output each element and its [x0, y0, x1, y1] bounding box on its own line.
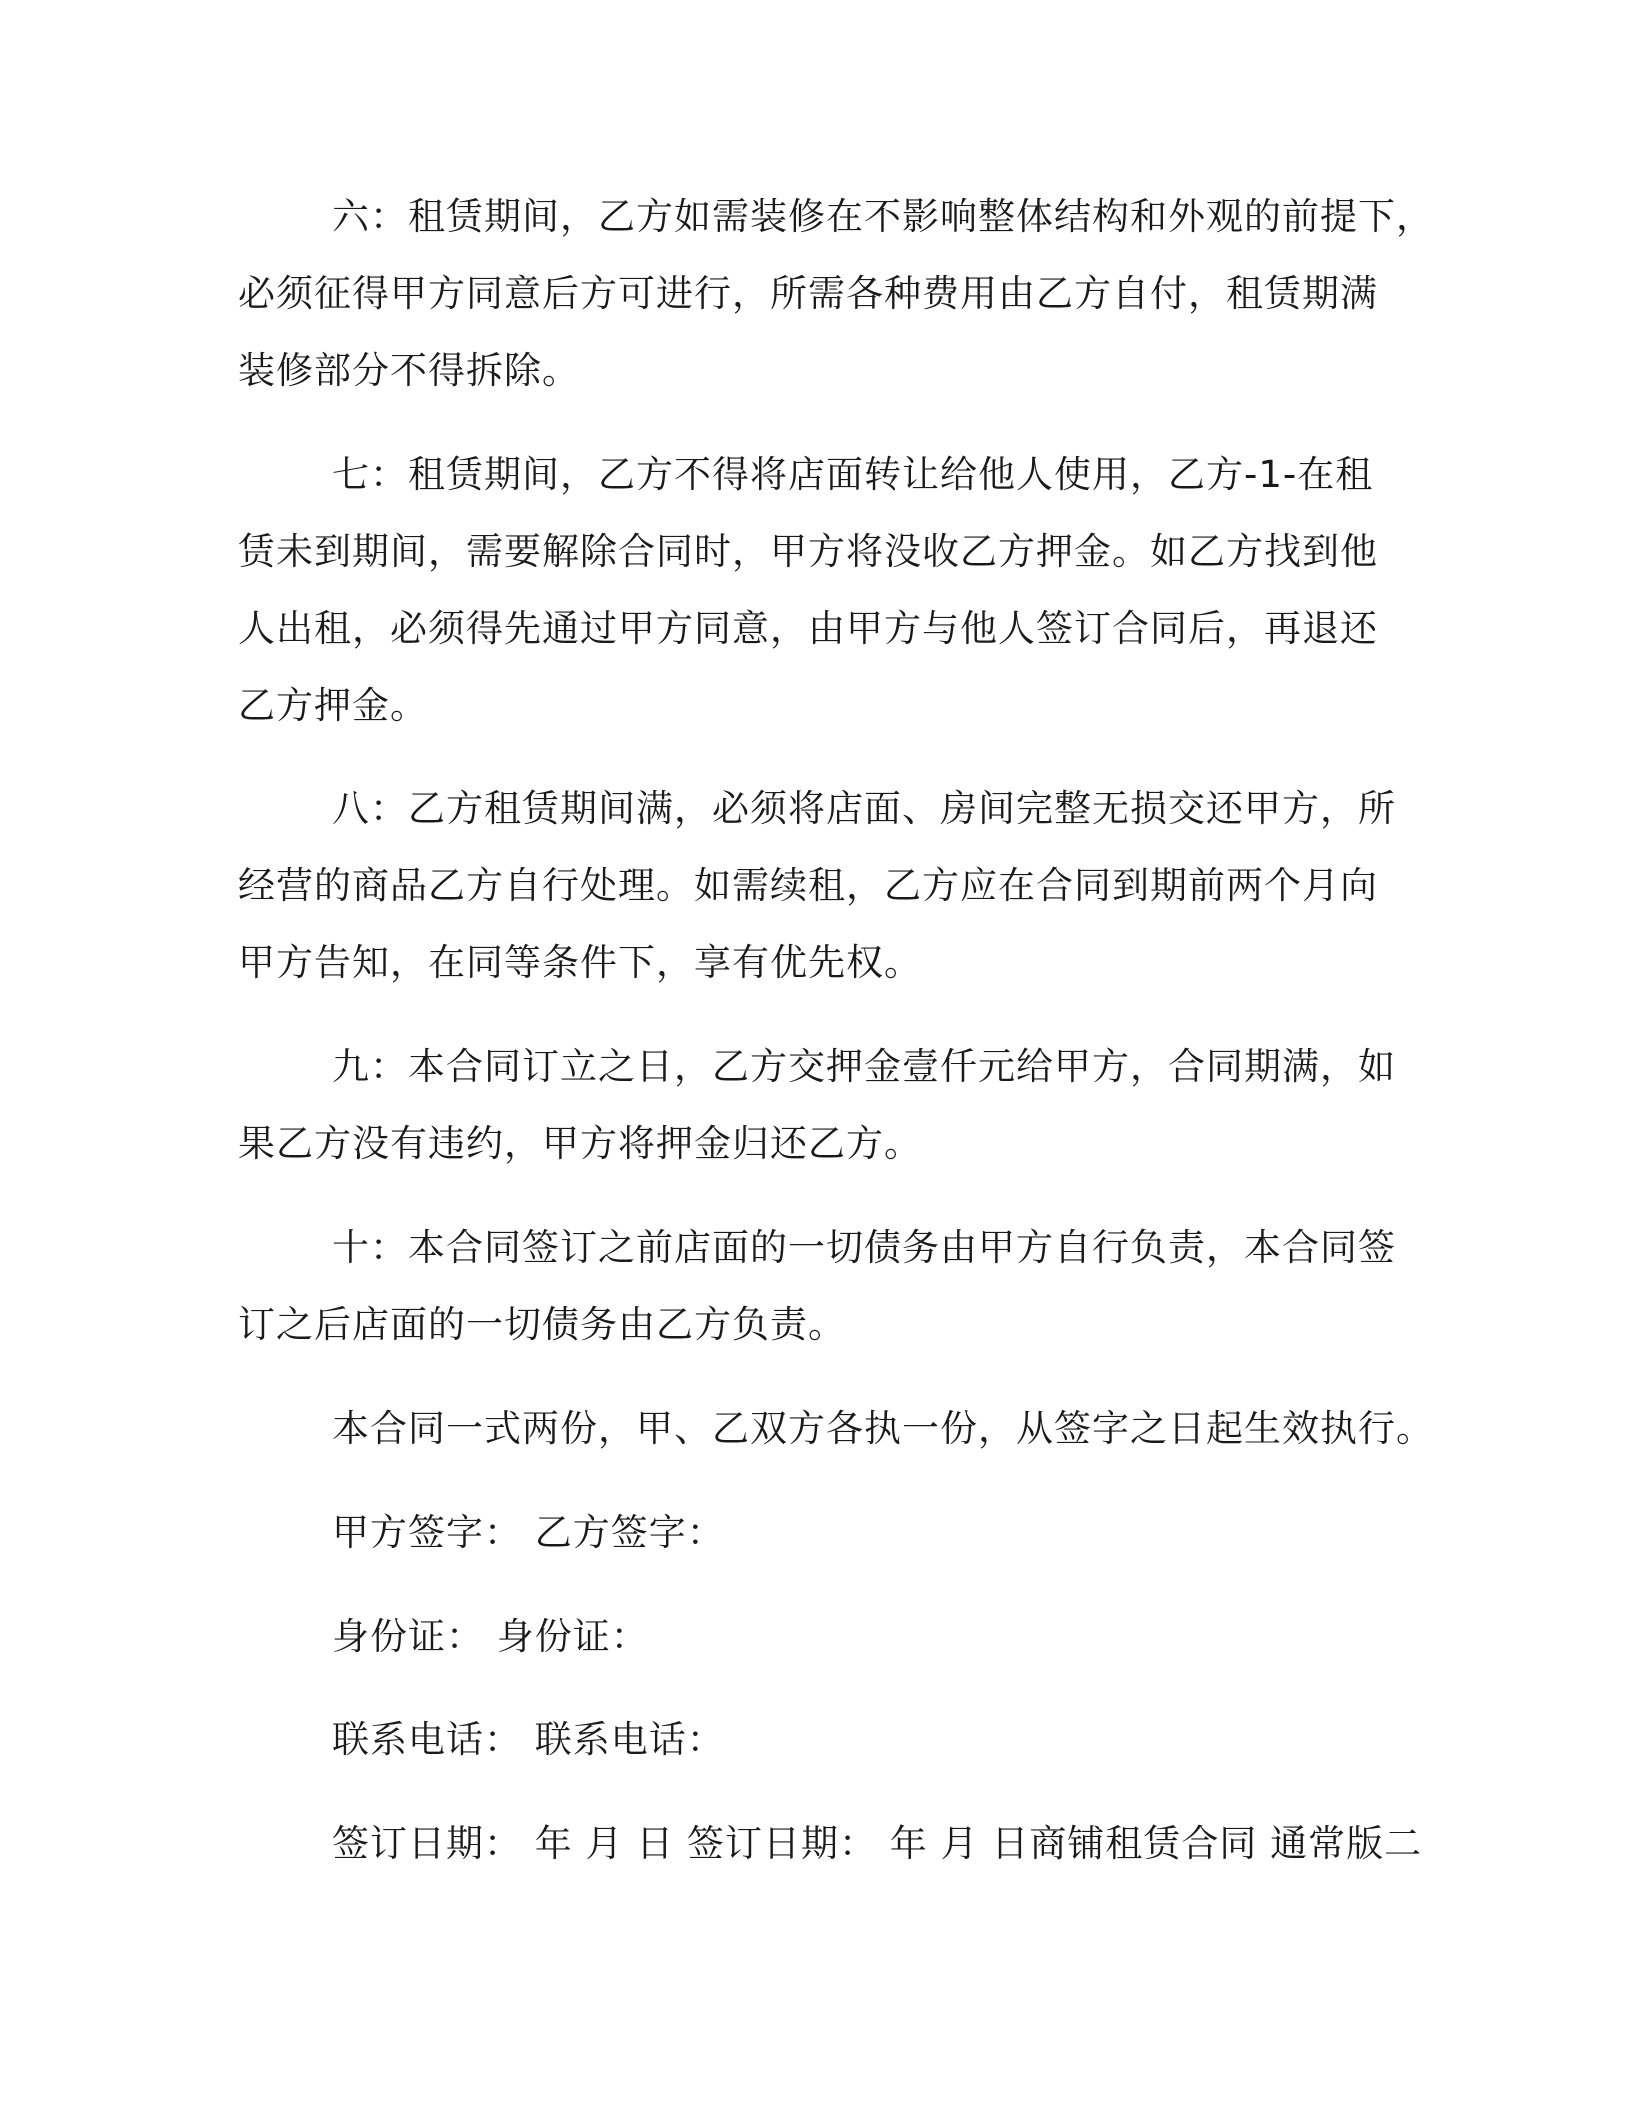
- clause-line: 装修部分不得拆除。: [238, 349, 580, 392]
- clause-line: 订之后店面的一切债务由乙方负责。: [238, 1303, 846, 1346]
- phone-line: 联系电话： 联系电话：: [332, 1718, 725, 1761]
- clause-line: 八：乙方租赁期间满，必须将店面、房间完整无损交还甲方，所: [332, 787, 1396, 830]
- id-card-line: 身份证： 身份证：: [332, 1615, 649, 1658]
- clause-line: 甲方告知，在同等条件下，享有优先权。: [238, 941, 922, 984]
- copies-statement: 本合同一式两份，甲、乙双方各执一份，从签字之日起生效执行。: [332, 1407, 1434, 1450]
- clause-line: 乙方押金。: [238, 684, 428, 727]
- clause-ten: [238, 1209, 1414, 1363]
- signature-line: 甲方签字： 乙方签字：: [332, 1511, 725, 1554]
- clause-line: 人出租，必须得先通过甲方同意，由甲方与他人签订合同后，再退还: [238, 607, 1378, 650]
- clause-seven: [238, 436, 1414, 744]
- signing-date-line: 签订日期： 年 月 日 签订日期： 年 月 日商铺租赁合同 通常版二: [332, 1822, 1423, 1865]
- clause-line: 九：本合同订立之日，乙方交押金壹仟元给甲方，合同期满，如: [332, 1045, 1396, 1088]
- clause-nine: [238, 1028, 1414, 1182]
- clause-line: 经营的商品乙方自行处理。如需续租，乙方应在合同到期前两个月向: [238, 864, 1378, 907]
- clause-line: 果乙方没有违约，甲方将押金归还乙方。: [238, 1122, 922, 1165]
- clause-eight: [238, 770, 1414, 1001]
- clause-line: 六：租赁期间，乙方如需装修在不影响整体结构和外观的前提下，: [332, 195, 1434, 238]
- clause-line: 必须征得甲方同意后方可进行，所需各种费用由乙方自付，租赁期满: [238, 272, 1378, 315]
- clause-line: 十：本合同签订之前店面的一切债务由甲方自行负责，本合同签: [332, 1226, 1396, 1269]
- clause-line: 赁未到期间，需要解除合同时，甲方将没收乙方押金。如乙方找到他: [238, 530, 1378, 573]
- clause-line: 七：租赁期间，乙方不得将店面转让给他人使用，乙方-1-在租: [332, 453, 1374, 496]
- clause-six: [238, 178, 1434, 409]
